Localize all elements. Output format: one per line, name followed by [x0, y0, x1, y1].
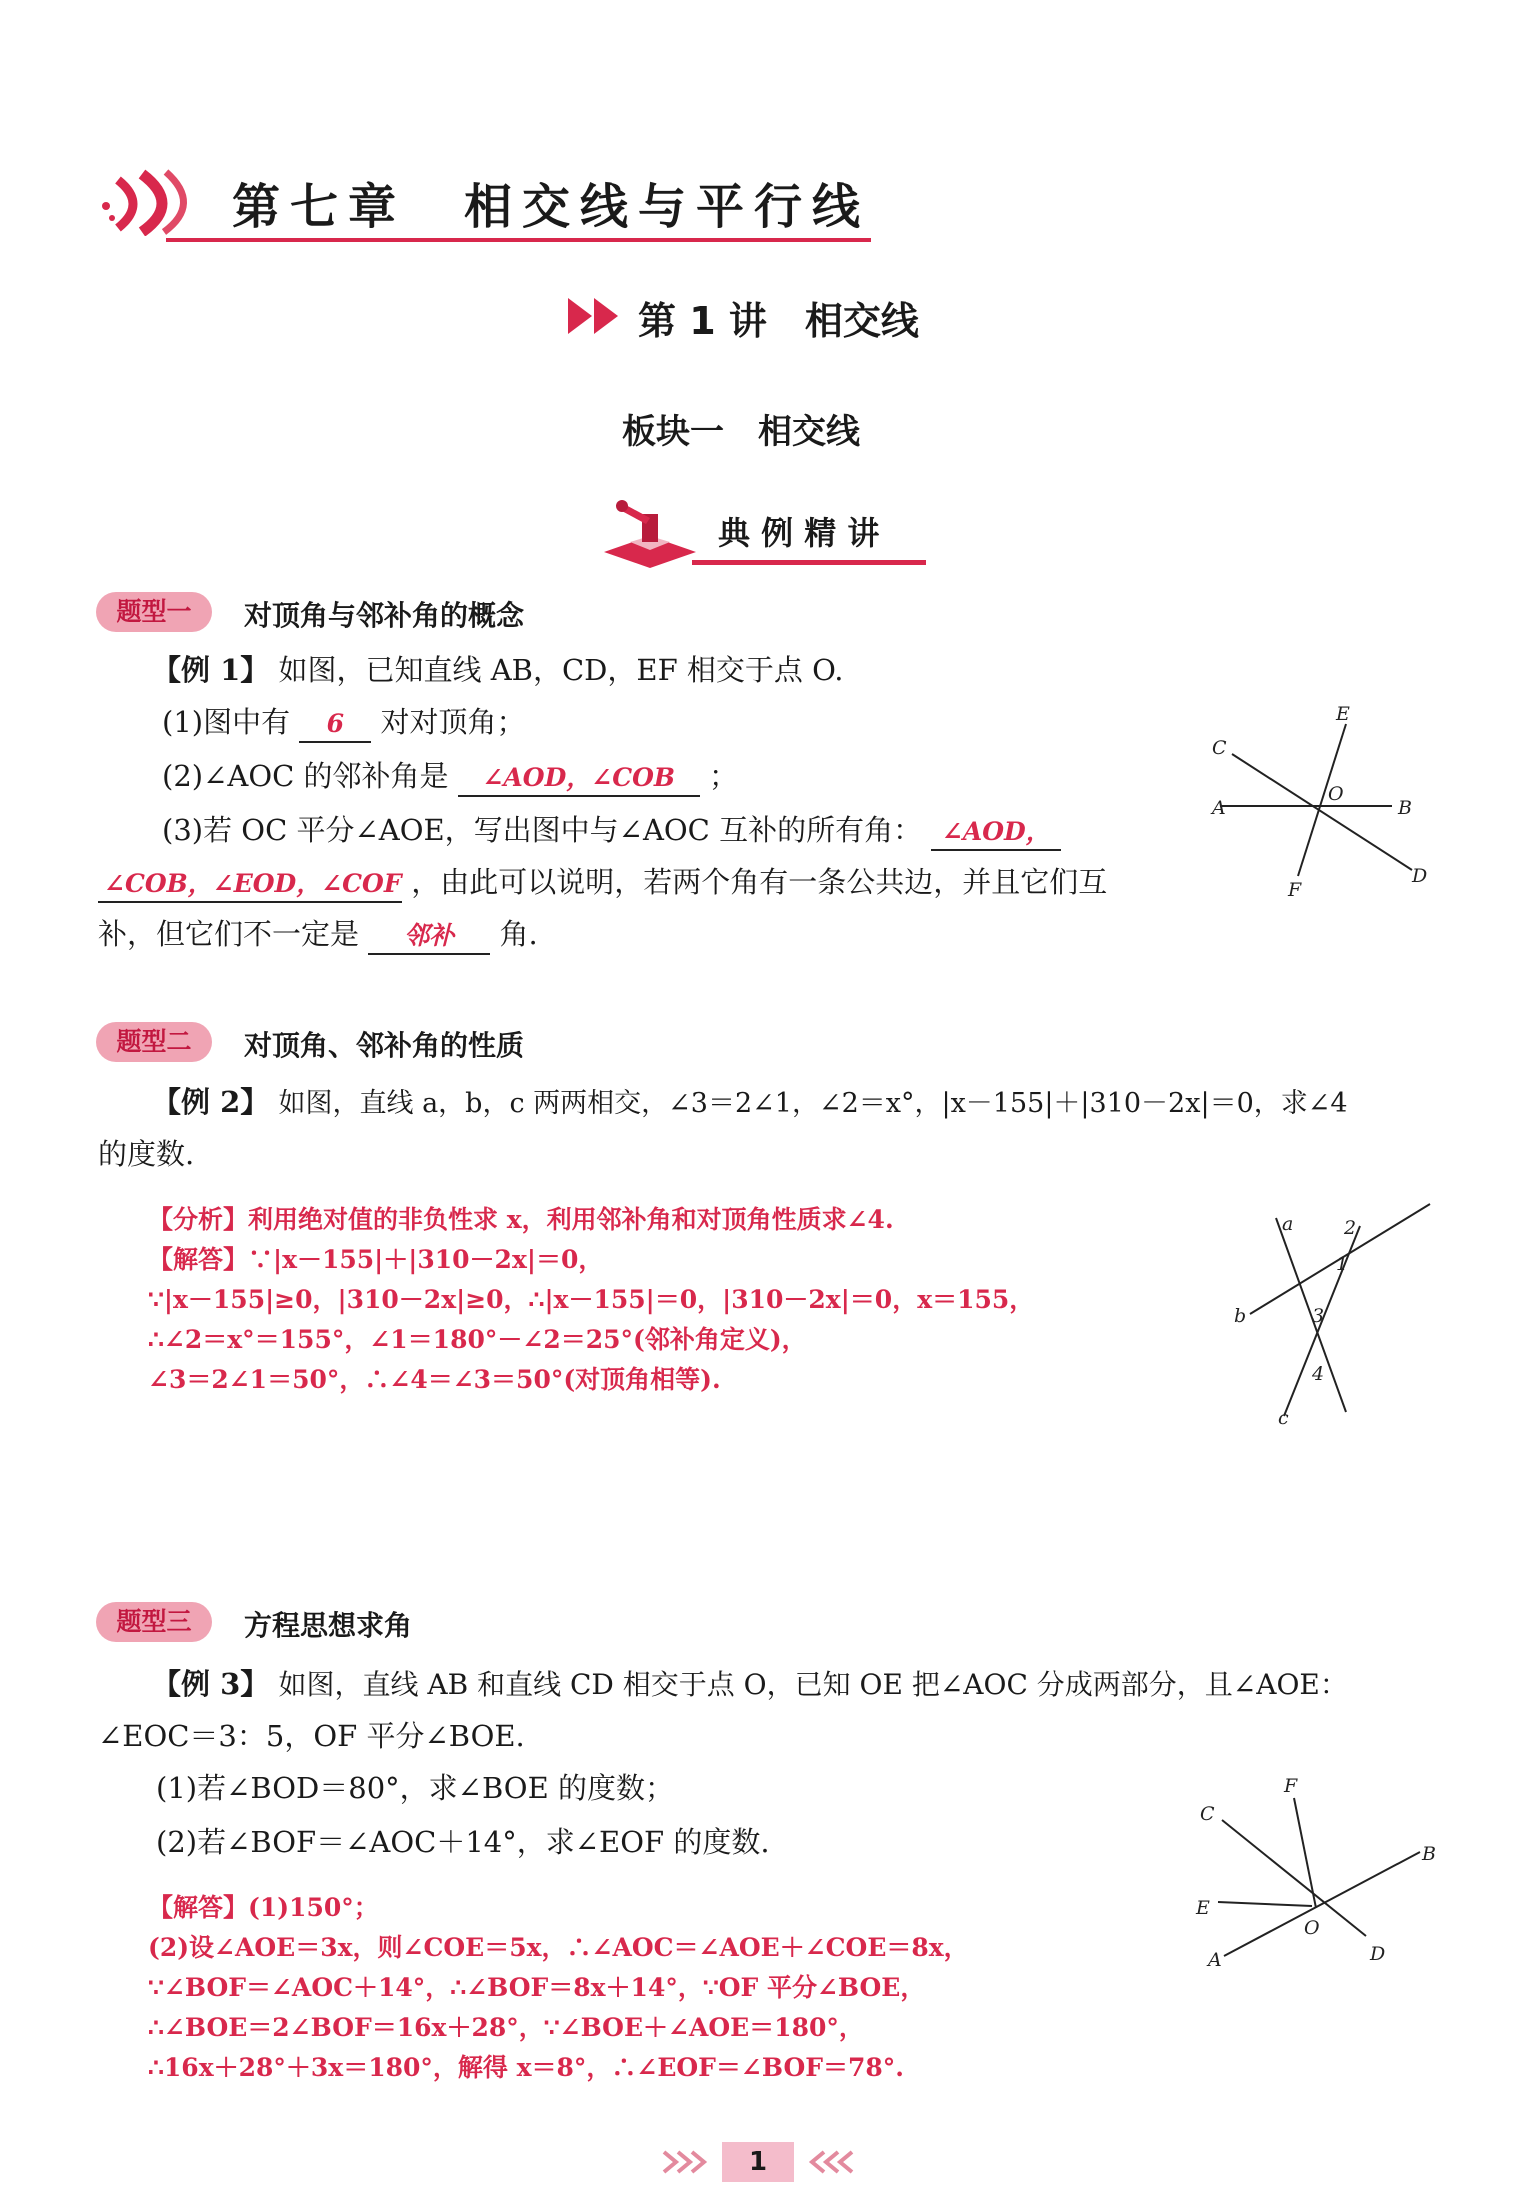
- section-badge-underline: [692, 560, 926, 565]
- type2-tag: 题型二: [96, 1022, 212, 1062]
- example1-q3-line2: [98, 862, 1107, 903]
- figure-example2: [1230, 1190, 1450, 1430]
- fig3-label-D: D: [1370, 1943, 1386, 1965]
- example3-solution-line-3: ∵∠BOF＝∠AOC＋14°，∴∠BOF＝8x＋14°，∵OF 平分∠BOE，: [148, 1973, 926, 2002]
- example2-line: [152, 1082, 1348, 1124]
- example1-q1: [162, 702, 526, 743]
- page-number: 1: [722, 2142, 794, 2182]
- example1-q3-line3: [98, 914, 538, 955]
- example3-solution-line-5: ∴16x＋28°＋3x＝180°，解得 x＝8°，∴∠EOF＝∠BOF＝78°.: [148, 2053, 904, 2082]
- fig2-label-b: b: [1234, 1305, 1247, 1327]
- section-badge: [600, 496, 930, 570]
- type1-title: 对顶角与邻补角的概念: [244, 599, 525, 632]
- q2-answer: ∠AOD，∠COB: [458, 761, 700, 797]
- example3-q2: (2)若∠BOF＝∠AOC＋14°，求∠EOF 的度数.: [156, 1825, 770, 1859]
- fig1-label-D: D: [1412, 865, 1428, 887]
- lecture-title: 第 1 讲 相交线: [638, 299, 919, 343]
- q2-prefix: (2)∠AOC 的邻补角是: [162, 759, 449, 793]
- example3-solution-line-2: (2)设∠AOE＝3x，则∠COE＝5x，∴∠AOC＝∠AOE＋∠COE＝8x，: [148, 1933, 969, 1962]
- q1-prefix: (1)图中有: [162, 705, 291, 739]
- fig1-label-F: F: [1288, 879, 1302, 901]
- q3-middle-text: ，由此可以说明，若两个角有一条公共边，并且它们互: [411, 865, 1108, 899]
- example2-solution-line-1: 【解答】∵|x－155|＋|310－2x|＝0，: [148, 1245, 604, 1274]
- block-title: 板块一 相交线: [622, 412, 860, 452]
- q1-answer: 6: [299, 707, 371, 743]
- type1-tag: 题型一: [96, 592, 212, 632]
- fig2-label-c: c: [1278, 1407, 1289, 1429]
- fig2-label-3: 3: [1312, 1305, 1325, 1327]
- fig2-label-a: a: [1282, 1213, 1294, 1235]
- fig3-label-C: C: [1200, 1803, 1215, 1825]
- example2-solution-line-3: ∴∠2＝x°＝155°，∠1＝180°－∠2＝25°(邻补角定义)，: [148, 1325, 807, 1354]
- example2-line2: 的度数.: [98, 1137, 195, 1171]
- q3-prefix: (3)若 OC 平分∠AOE，写出图中与∠AOC 互补的所有角：: [162, 813, 923, 847]
- fig1-label-A: A: [1212, 797, 1226, 819]
- q1-suffix: 对对顶角；: [380, 705, 526, 739]
- footer-left-arrows-icon: [660, 2148, 716, 2176]
- lecture-header: [566, 290, 986, 343]
- q2-suffix: ；: [708, 759, 738, 793]
- q3-answer-part1: ∠AOD，: [931, 815, 1061, 851]
- footer-right-arrows-icon: [800, 2148, 856, 2176]
- fig3-label-F: F: [1284, 1775, 1298, 1797]
- fig2-label-2: 2: [1344, 1217, 1357, 1239]
- example1-label: 【例 1】: [152, 653, 270, 687]
- section-badge-label: 典 例 精 讲: [718, 514, 880, 552]
- q3-answer-part3: 邻补: [368, 919, 490, 955]
- fig3-label-E: E: [1196, 1897, 1210, 1919]
- chapter-underline: [166, 238, 871, 242]
- example3-line2: ∠EOC＝3：5，OF 平分∠BOE.: [98, 1719, 525, 1753]
- chapter-title: 第七章 相交线与平行线: [232, 179, 871, 235]
- example2-label: 【例 2】: [152, 1085, 270, 1119]
- q3-line3-prefix: 补，但它们不一定是: [98, 917, 360, 951]
- figure-example3: [1170, 1770, 1450, 1970]
- example3-q1: (1)若∠BOD＝80°，求∠BOE 的度数；: [156, 1771, 674, 1805]
- example1-q2: [162, 756, 738, 797]
- chapter-arrow-icon: [96, 166, 206, 236]
- example2-solution-line-2: ∵|x－155|≥0，|310－2x|≥0，∴|x－155|＝0，|310－2x|＝0，x＝155，: [148, 1285, 1035, 1314]
- chapter-header: [96, 160, 876, 250]
- fig1-label-E: E: [1336, 703, 1350, 725]
- fig1-label-C: C: [1212, 737, 1227, 759]
- fig3-label-B: B: [1422, 1843, 1436, 1865]
- example2-solution-line-4: ∠3＝2∠1＝50°，∴∠4＝∠3＝50°(对顶角相等).: [148, 1365, 721, 1394]
- q3-answer-part2: ∠COB，∠EOD，∠COF: [98, 867, 402, 903]
- page-footer: [660, 2140, 860, 2184]
- fig3-label-A: A: [1208, 1949, 1222, 1970]
- type2-title: 对顶角、邻补角的性质: [244, 1029, 525, 1062]
- double-arrow-icon: [566, 296, 626, 336]
- fig3-label-O: O: [1304, 1917, 1320, 1939]
- example1-q3: [162, 810, 1061, 851]
- example1-line: [152, 650, 843, 690]
- figure-example1: [1200, 700, 1450, 910]
- example3-solution-line-1: 【解答】(1)150°；: [148, 1893, 379, 1922]
- example1-text: 如图，已知直线 AB，CD，EF 相交于点 O.: [278, 653, 844, 687]
- example2-analysis: 【分析】利用绝对值的非负性求 x，利用邻补角和对顶角性质求∠4.: [148, 1205, 894, 1234]
- example3-label: 【例 3】: [152, 1667, 270, 1701]
- q3-line3-suffix: 角.: [499, 917, 538, 951]
- type3-tag: 题型三: [96, 1602, 212, 1642]
- example3-line: [152, 1664, 1348, 1705]
- lecture-podium-icon: [600, 496, 700, 570]
- fig2-label-1: 1: [1336, 1253, 1349, 1275]
- example2-text: 如图，直线 a，b，c 两两相交，∠3＝2∠1，∠2＝x°，|x－155|＋|310－2x|＝0，求∠4: [278, 1088, 1348, 1119]
- fig2-label-4: 4: [1312, 1363, 1325, 1385]
- example3-solution-line-4: ∴∠BOE＝2∠BOF＝16x＋28°，∵∠BOE＋∠AOE＝180°，: [148, 2013, 864, 2042]
- type3-title: 方程思想求角: [244, 1609, 413, 1642]
- fig1-label-B: B: [1398, 797, 1412, 819]
- fig1-label-O: O: [1328, 783, 1344, 805]
- example3-text: 如图，直线 AB 和直线 CD 相交于点 O，已知 OE 把∠AOC 分成两部分，且∠AOE：: [278, 1668, 1348, 1701]
